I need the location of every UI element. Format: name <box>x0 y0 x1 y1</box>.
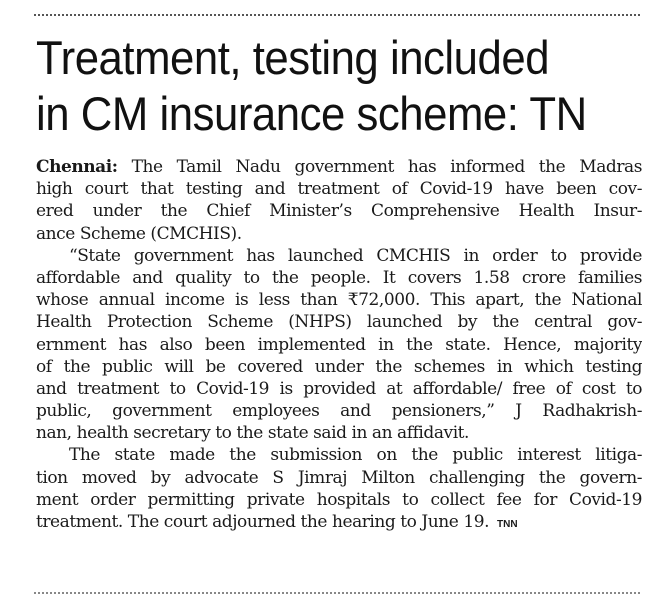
body-line: of the public will be covered under the schemes in which testing <box>36 356 642 377</box>
article-body <box>36 156 642 533</box>
body-line: ered under the Chief Minister’s Comprehensive Health Insur- <box>36 201 642 222</box>
headline <box>36 30 603 142</box>
headline-line-1: Treatment, testing included <box>36 31 550 84</box>
body-line: and treatment to Covid-19 is provided at affordable/ free of cost to <box>36 378 642 399</box>
news-agency-credit: TNN <box>497 519 518 530</box>
top-dotted-rule <box>34 14 640 16</box>
body-line: “State government has launched CMCHIS in order to provide <box>69 245 642 266</box>
body-line: public, government employees and pensioners,” J Radhakrish- <box>36 401 642 422</box>
body-line: whose annual income is less than ₹72,000. This apart, the National <box>36 290 642 311</box>
body-line: The state made the submission on the public interest litiga- <box>69 445 642 466</box>
headline-line-2: in CM insurance scheme: TN <box>36 87 587 140</box>
bottom-dotted-rule <box>34 592 640 594</box>
body-line: treatment. The court adjourned the hearing to June 19. TNN <box>36 512 518 532</box>
dateline: Chennai: <box>36 157 118 177</box>
body-line: ernment has also been implemented in the state. Hence, majority <box>36 334 642 355</box>
body-line: Chennai: The Tamil Nadu government has informed the Madras <box>36 157 642 177</box>
body-line: ment order permitting private hospitals to collect fee for Covid-19 <box>36 489 642 510</box>
body-line: affordable and quality to the people. It covers 1.58 crore families <box>36 267 642 288</box>
body-line: ance Scheme (CMCHIS). <box>36 223 242 244</box>
body-line: Health Protection Scheme (NHPS) launched by the central gov- <box>36 312 642 333</box>
body-line: high court that testing and treatment of Covid-19 have been cov- <box>36 179 642 200</box>
body-line: tion moved by advocate S Jimraj Milton challenging the govern- <box>36 467 642 488</box>
body-line: nan, health secretary to the state said in an affidavit. <box>36 423 470 444</box>
